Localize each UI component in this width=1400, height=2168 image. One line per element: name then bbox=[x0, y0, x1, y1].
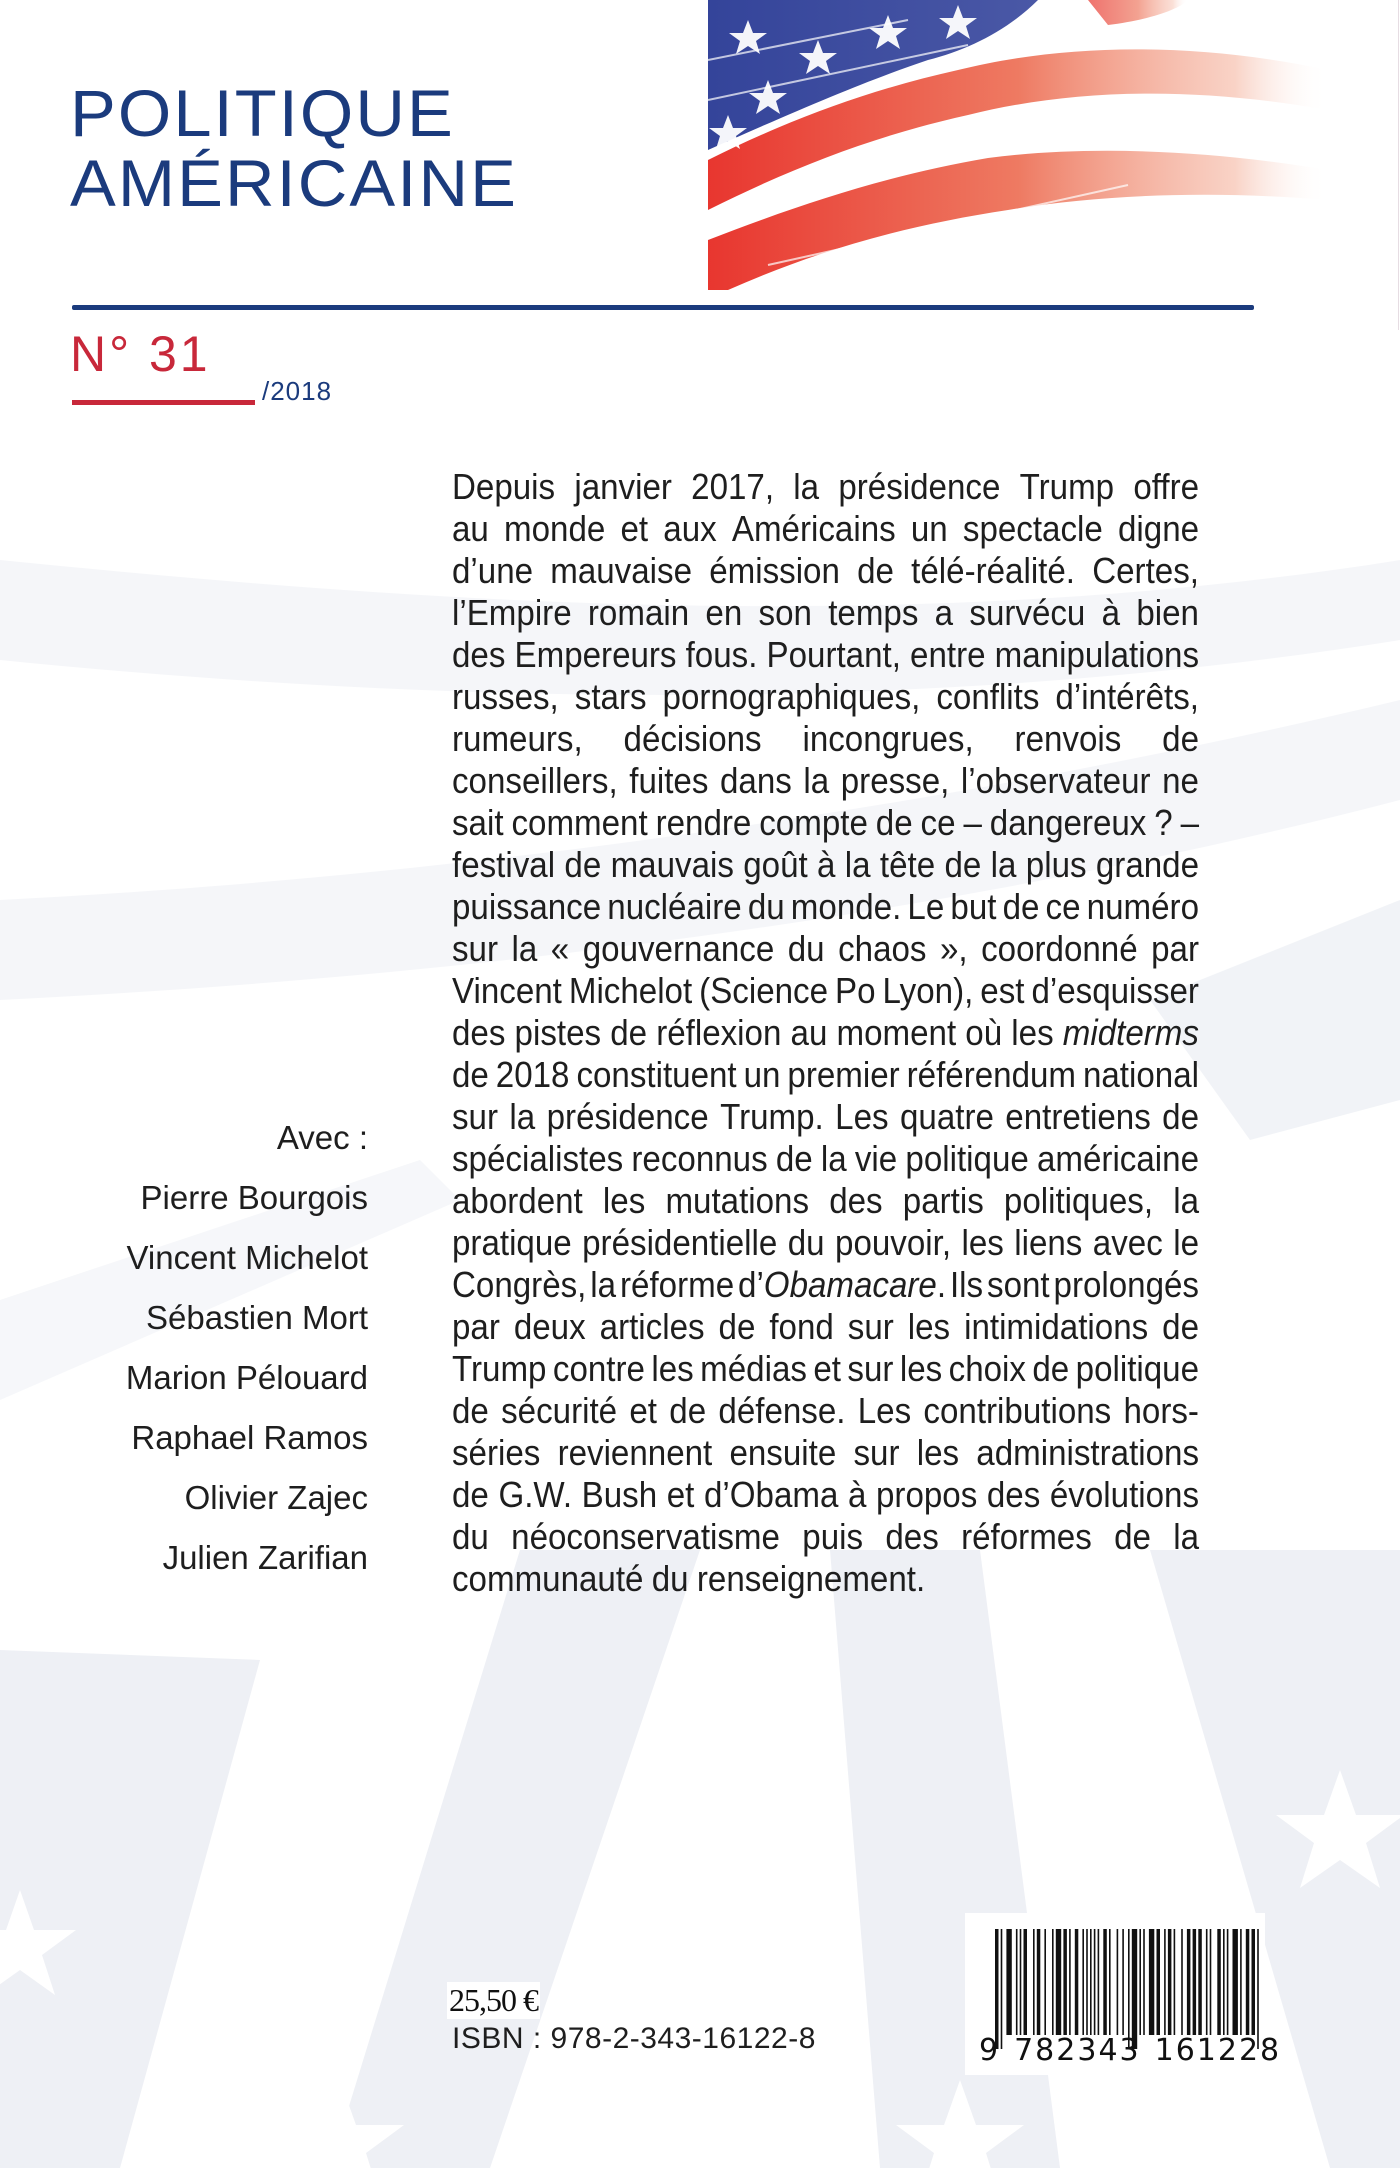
contributor-name: Pierre Bourgois bbox=[140, 1179, 368, 1216]
blurb-line: par deux articles de fond sur les intimidations de bbox=[452, 1306, 1199, 1347]
blurb-line: de 2018 constituent un premier référendum national bbox=[452, 1054, 1199, 1095]
isbn: ISBN : 978-2-343-16122-8 bbox=[452, 2022, 816, 2055]
contributor-name: Sébastien Mort bbox=[146, 1299, 368, 1336]
blurb-line: Trump contre les médias et sur les choix de politique bbox=[452, 1348, 1200, 1389]
blurb-line: Vincent Michelot (Science Po Lyon), est d’esquisser bbox=[452, 970, 1199, 1011]
contributor-name: Olivier Zajec bbox=[184, 1479, 368, 1516]
blurb-line: pratique présidentielle du pouvoir, les liens avec le bbox=[452, 1222, 1199, 1263]
blurb-line: de sécurité et de défense. Les contributions hors- bbox=[452, 1390, 1199, 1431]
italic-midterms: midterms bbox=[1062, 1012, 1199, 1053]
blurb-line: des Empereurs fous. Pourtant, entre manipulations bbox=[452, 634, 1200, 675]
contributor-name: Raphael Ramos bbox=[131, 1419, 368, 1456]
page-edge-line bbox=[1398, 0, 1399, 330]
barcode-bars bbox=[995, 1929, 1261, 2049]
price: 25,50 € bbox=[449, 1982, 538, 2018]
barcode-digits bbox=[979, 2033, 1282, 2068]
back-cover-blurb bbox=[452, 466, 1264, 1600]
italic-obamacare: Obamacare bbox=[763, 1264, 937, 1305]
blurb-line: sur la présidence Trump. Les quatre entretiens de bbox=[452, 1096, 1200, 1137]
title-divider bbox=[72, 305, 1254, 310]
blurb-line-obamacare: Congrès, la réforme d’Obamacare. Ils sont prolongés bbox=[452, 1264, 1199, 1305]
blurb-line: abordent les mutations des partis politiques, la bbox=[452, 1180, 1200, 1221]
issue-year: /2018 bbox=[262, 376, 333, 406]
journal-title-line1: POLITIQUE bbox=[70, 76, 455, 150]
blurb-line: rumeurs, décisions incongrues, renvois de bbox=[452, 718, 1200, 759]
barcode bbox=[965, 1913, 1282, 2075]
issue-number: N° 31 bbox=[70, 326, 211, 382]
contributors-list bbox=[126, 1108, 368, 1588]
blurb-line: du néoconservatisme puis des réformes de la bbox=[452, 1516, 1200, 1557]
blurb-line: puissance nucléaire du monde. Le but de ce numéro bbox=[452, 886, 1199, 927]
journal-title-line2: AMÉRICAINE bbox=[70, 146, 518, 220]
blurb-line: au monde et aux Américains un spectacle digne bbox=[452, 508, 1200, 549]
contributor-name: Marion Pélouard bbox=[125, 1359, 368, 1396]
issue-underline bbox=[72, 400, 255, 405]
contributors-label: Avec : bbox=[276, 1119, 368, 1156]
blurb-line: spécialistes reconnus de la vie politique américaine bbox=[452, 1138, 1199, 1179]
blurb-line: russes, stars pornographiques, conflits d’intérêts, bbox=[452, 676, 1200, 717]
contributor-name: Julien Zarifian bbox=[162, 1539, 368, 1576]
barcode-group-2: 161228 bbox=[1154, 2033, 1282, 2068]
barcode-group-1: 782343 bbox=[1014, 2033, 1141, 2068]
blurb-line: sur la « gouvernance du chaos », coordonné par bbox=[452, 928, 1199, 969]
blurb-line: séries reviennent ensuite sur les administrations bbox=[452, 1432, 1200, 1473]
blurb-line: d’une mauvaise émission de télé-réalité. Certes, bbox=[452, 550, 1199, 591]
blurb-line: sait comment rendre compte de ce – dangereux ? – bbox=[452, 802, 1200, 843]
american-flag-illustration bbox=[708, 0, 1338, 300]
blurb-line: l’Empire romain en son temps a survécu à bien bbox=[452, 592, 1199, 633]
blurb-line: conseillers, fuites dans la presse, l’observateur ne bbox=[452, 760, 1199, 801]
blurb-line-midterms: des pistes de réflexion au moment où les midterms bbox=[452, 1012, 1199, 1053]
blurb-line: festival de mauvais goût à la tête de la plus grande bbox=[452, 844, 1200, 885]
blurb-line: de G.W. Bush et d’Obama à propos des évolutions bbox=[452, 1474, 1200, 1515]
journal-title bbox=[70, 78, 518, 218]
contributor-name: Vincent Michelot bbox=[126, 1239, 368, 1276]
barcode-lead-digit: 9 bbox=[979, 2033, 1001, 2068]
blurb-line-last: communauté du renseignement. bbox=[452, 1558, 926, 1599]
blurb-line: Depuis janvier 2017, la présidence Trump offre bbox=[452, 466, 1200, 507]
